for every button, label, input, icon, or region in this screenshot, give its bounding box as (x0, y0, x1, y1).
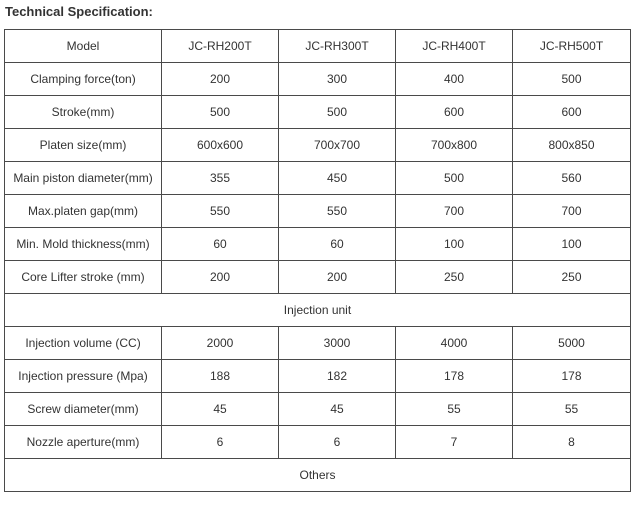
row-label: Injection volume (CC) (5, 327, 162, 360)
row-label: Main piston diameter(mm) (5, 162, 162, 195)
spec-table (4, 29, 631, 492)
section-row-others (5, 459, 631, 492)
value-cell: 500 (162, 96, 279, 129)
value-cell: 400 (396, 63, 513, 96)
model-cell: JC-RH200T (162, 30, 279, 63)
value-cell: 300 (279, 63, 396, 96)
value-cell: 60 (279, 228, 396, 261)
table-row (5, 195, 631, 228)
row-label: Min. Mold thickness(mm) (5, 228, 162, 261)
header-label: Model (5, 30, 162, 63)
value-cell: 700x700 (279, 129, 396, 162)
value-cell: 500 (513, 63, 631, 96)
value-cell: 200 (162, 261, 279, 294)
value-cell: 700 (396, 195, 513, 228)
value-cell: 100 (513, 228, 631, 261)
value-cell: 200 (162, 63, 279, 96)
row-label: Core Lifter stroke (mm) (5, 261, 162, 294)
value-cell: 55 (513, 393, 631, 426)
table-row (5, 129, 631, 162)
value-cell: 450 (279, 162, 396, 195)
value-cell: 55 (396, 393, 513, 426)
value-cell: 60 (162, 228, 279, 261)
row-label: Clamping force(ton) (5, 63, 162, 96)
table-row (5, 162, 631, 195)
value-cell: 45 (279, 393, 396, 426)
table-row (5, 261, 631, 294)
row-label: Screw diameter(mm) (5, 393, 162, 426)
row-label: Platen size(mm) (5, 129, 162, 162)
row-label: Injection pressure (Mpa) (5, 360, 162, 393)
value-cell: 178 (513, 360, 631, 393)
value-cell: 500 (396, 162, 513, 195)
value-cell: 178 (396, 360, 513, 393)
value-cell: 200 (279, 261, 396, 294)
value-cell: 500 (279, 96, 396, 129)
value-cell: 550 (279, 195, 396, 228)
value-cell: 4000 (396, 327, 513, 360)
value-cell: 250 (396, 261, 513, 294)
value-cell: 600x600 (162, 129, 279, 162)
value-cell: 700 (513, 195, 631, 228)
table-row (5, 96, 631, 129)
row-label: Max.platen gap(mm) (5, 195, 162, 228)
value-cell: 6 (162, 426, 279, 459)
value-cell: 7 (396, 426, 513, 459)
table-row (5, 426, 631, 459)
value-cell: 188 (162, 360, 279, 393)
table-row (5, 63, 631, 96)
model-cell: JC-RH500T (513, 30, 631, 63)
table-row (5, 228, 631, 261)
value-cell: 100 (396, 228, 513, 261)
table-row (5, 327, 631, 360)
value-cell: 45 (162, 393, 279, 426)
model-cell: JC-RH300T (279, 30, 396, 63)
section-row-injection (5, 294, 631, 327)
value-cell: 5000 (513, 327, 631, 360)
value-cell: 250 (513, 261, 631, 294)
page-title: Technical Specification: (5, 4, 153, 19)
value-cell: 355 (162, 162, 279, 195)
table-row (5, 360, 631, 393)
value-cell: 600 (513, 96, 631, 129)
value-cell: 182 (279, 360, 396, 393)
section-title-injection: Injection unit (5, 294, 631, 327)
row-label: Stroke(mm) (5, 96, 162, 129)
value-cell: 800x850 (513, 129, 631, 162)
value-cell: 600 (396, 96, 513, 129)
value-cell: 6 (279, 426, 396, 459)
value-cell: 2000 (162, 327, 279, 360)
table-row (5, 393, 631, 426)
value-cell: 8 (513, 426, 631, 459)
value-cell: 550 (162, 195, 279, 228)
section-title-others: Others (5, 459, 631, 492)
value-cell: 3000 (279, 327, 396, 360)
header-row (5, 30, 631, 63)
row-label: Nozzle aperture(mm) (5, 426, 162, 459)
model-cell: JC-RH400T (396, 30, 513, 63)
value-cell: 700x800 (396, 129, 513, 162)
value-cell: 560 (513, 162, 631, 195)
